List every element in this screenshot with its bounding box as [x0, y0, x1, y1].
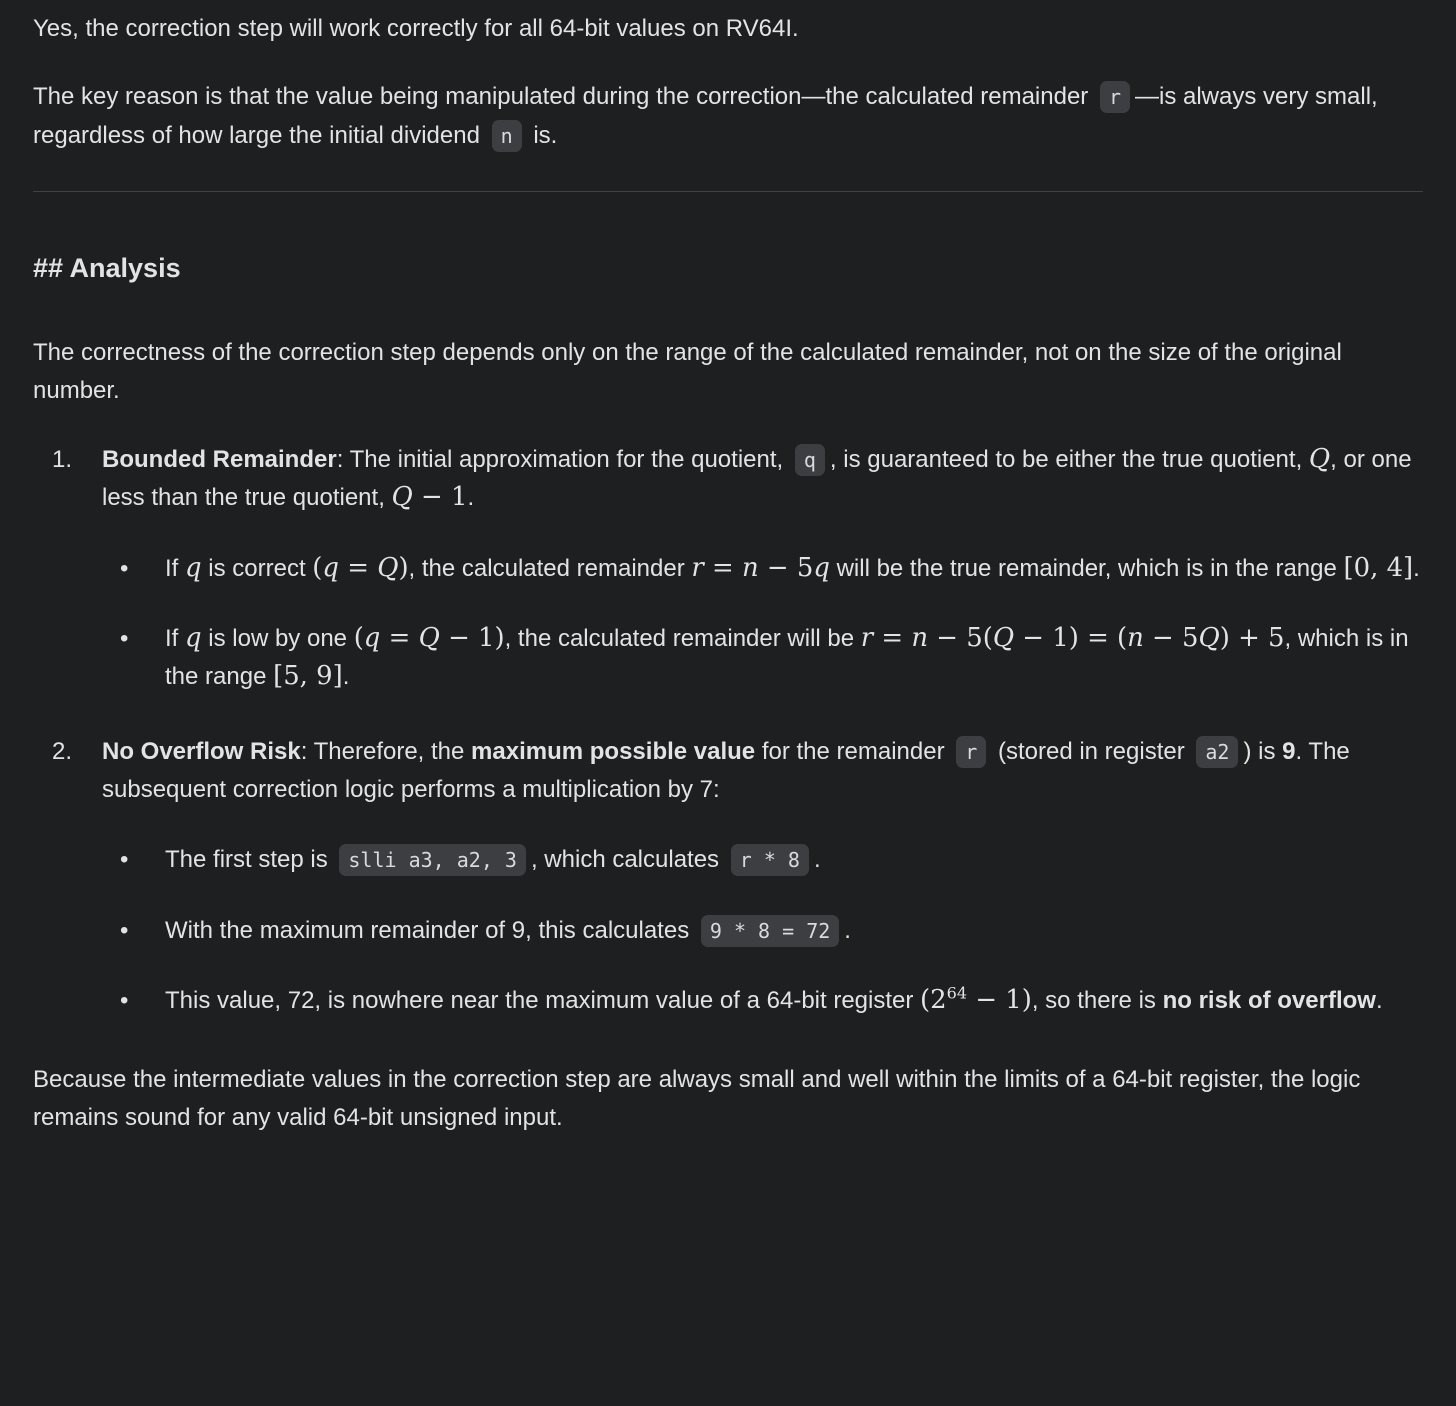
- text-run: , which is in the range: [165, 624, 1409, 691]
- math-variable: n: [911, 622, 929, 653]
- text-run: Yes, the correction step will work correctly for all 64-bit values on RV64I.: [33, 15, 799, 42]
- math-operator: − 1): [967, 985, 1032, 1016]
- list-item-text: [102, 441, 1423, 518]
- math-variable: q: [185, 552, 202, 583]
- list-item-text: [102, 733, 1423, 810]
- bold-text: no risk of overflow: [1162, 987, 1376, 1015]
- list-item-number: 2.: [52, 737, 73, 765]
- text-run: ## Analysis: [33, 253, 181, 284]
- text-run: If: [165, 624, 186, 652]
- text-run: : The initial approximation for the quotient,: [336, 445, 790, 473]
- text-run: for the remainder: [755, 737, 952, 765]
- math-variable: q: [185, 622, 202, 653]
- heading-analysis: [33, 250, 1423, 288]
- math-superscript: 64: [946, 983, 968, 1003]
- text-run: is correct: [201, 554, 313, 582]
- list-item-bounded-remainder: [33, 441, 1423, 697]
- text-run: Because the intermediate values in the correction step are always small and well within the limits of a 64-bit register, the logic remains sound for any valid 64-bit unsigned input.: [33, 1065, 1361, 1132]
- math-operator: =: [703, 552, 742, 583]
- math-operator: − 5: [1143, 622, 1199, 653]
- math-span: [691, 553, 830, 583]
- text-run: , is guaranteed to be either the true quotient,: [829, 445, 1309, 473]
- math-span: [1309, 444, 1330, 474]
- text-run: , the calculated remainder will be: [504, 624, 861, 652]
- text-run: .: [1413, 554, 1420, 582]
- math-span: [185, 623, 202, 653]
- text-run: will be the true remainder, which is in the range: [829, 554, 1344, 582]
- math-span: [273, 661, 343, 691]
- math-operator: =: [339, 552, 378, 583]
- inline-code-chip: slli a3, a2, 3: [339, 844, 526, 876]
- text-run: : Therefore, the: [300, 737, 472, 765]
- math-operator: − 1) = (: [1014, 622, 1128, 653]
- bullet-item: [102, 982, 1423, 1020]
- list-item-body: [102, 733, 1423, 1021]
- math-span: [392, 482, 468, 512]
- text-run: , so there is: [1031, 987, 1163, 1015]
- inline-code-chip: 9 * 8 = 72: [701, 915, 839, 947]
- text-run: is.: [526, 121, 558, 149]
- inline-code-chip: a2: [1196, 736, 1238, 768]
- math-operator: − 1: [412, 482, 468, 513]
- text-run: (stored in register: [991, 737, 1192, 765]
- inline-code-chip: n: [492, 120, 522, 152]
- list-item-no-overflow-risk: [33, 733, 1423, 1021]
- bullet-text: [165, 982, 1423, 1020]
- bullet-text: [165, 620, 1423, 697]
- math-operator: (: [312, 552, 323, 583]
- bold-text: No Overflow Risk: [102, 737, 301, 765]
- bullet-text: [165, 550, 1423, 588]
- text-run: , which calculates: [530, 846, 726, 874]
- text-run: .: [844, 916, 851, 944]
- list-item-body: [102, 441, 1423, 697]
- inline-code-chip: r: [1100, 81, 1130, 113]
- paragraph-conclusion: [33, 1061, 1423, 1138]
- math-variable: q: [813, 552, 830, 583]
- math-span: [920, 985, 1032, 1015]
- bold-text: maximum possible value: [471, 737, 756, 765]
- paragraph-intro: [33, 10, 1423, 48]
- bullet-marker: •: [120, 846, 129, 874]
- bullet-item: [102, 912, 1423, 950]
- bullet-item: [102, 550, 1423, 588]
- bullet-marker: •: [120, 554, 129, 582]
- math-variable: Q: [992, 622, 1015, 653]
- math-operator: − 1): [439, 622, 505, 653]
- nested-bullet-list: [102, 550, 1423, 697]
- bold-text: 9: [1282, 737, 1296, 765]
- horizontal-rule: [33, 191, 1423, 192]
- bullet-marker: •: [120, 916, 129, 944]
- bullet-text: [165, 912, 1423, 950]
- math-variable: Q: [377, 552, 399, 583]
- bold-text: Bounded Remainder: [102, 445, 337, 473]
- paragraph-correctness: [33, 334, 1423, 411]
- math-variable: n: [741, 552, 759, 583]
- text-run: . The subsequent correction logic performs a multiplication by 7:: [102, 737, 1350, 804]
- math-variable: r: [860, 622, 874, 653]
- nested-bullet-list: [102, 841, 1423, 1020]
- math-operator: − 5: [758, 552, 814, 583]
- math-variable: Q: [1198, 622, 1220, 653]
- math-operator: =: [873, 622, 912, 653]
- inline-code-chip: q: [795, 444, 825, 476]
- math-operator: (: [353, 622, 364, 653]
- math-span: [312, 553, 408, 583]
- math-span: [185, 553, 202, 583]
- text-run: The correctness of the correction step depends only on the range of the calculated remainder, not on the size of the original number.: [33, 338, 1342, 405]
- math-variable: q: [322, 552, 339, 583]
- math-operator: ) + 5: [1219, 622, 1285, 653]
- math-operator: − 5(: [928, 622, 993, 653]
- math-operator: [0, 4]: [1343, 552, 1414, 583]
- math-variable: r: [691, 552, 704, 583]
- math-operator: [5, 9]: [273, 661, 343, 692]
- text-run: is low by one: [201, 624, 354, 652]
- math-operator: (2: [920, 985, 947, 1016]
- text-run: If: [165, 554, 186, 582]
- bullet-item: [102, 841, 1423, 879]
- text-run: The first step is: [165, 846, 335, 874]
- math-variable: n: [1127, 622, 1144, 653]
- text-run: .: [467, 484, 475, 512]
- analysis-ordered-list: [33, 441, 1423, 1021]
- math-variable: Q: [391, 482, 413, 513]
- math-span: [354, 623, 505, 653]
- paragraph-key-reason: [33, 78, 1423, 155]
- bullet-marker: •: [120, 987, 129, 1015]
- math-variable: q: [363, 622, 381, 653]
- math-span: [861, 623, 1285, 653]
- math-variable: Q: [418, 622, 440, 653]
- text-run: .: [342, 663, 350, 691]
- text-run: This value, 72, is nowhere near the maximum value of a 64-bit register: [165, 987, 921, 1015]
- text-run: , or one less than the true quotient,: [102, 445, 1412, 512]
- text-run: The key reason is that the value being manipulated during the correction—the calculated remainder: [33, 83, 1095, 111]
- text-run: —is always very small, regardless of how large the initial dividend: [33, 83, 1378, 149]
- math-variable: Q: [1308, 443, 1331, 474]
- text-run: With the maximum remainder of 9, this calculates: [165, 916, 696, 944]
- bullet-item: [102, 620, 1423, 697]
- list-item-number: 1.: [52, 445, 73, 473]
- math-span: [1344, 553, 1414, 583]
- text-run: ) is: [1243, 737, 1283, 765]
- bullet-text: [165, 841, 1423, 879]
- math-operator: =: [380, 622, 419, 653]
- text-run: , the calculated remainder: [408, 554, 692, 582]
- inline-code-chip: r * 8: [731, 844, 809, 876]
- text-run: .: [813, 846, 821, 874]
- inline-code-chip: r: [956, 736, 986, 768]
- math-operator: ): [398, 552, 409, 583]
- text-run: .: [1375, 987, 1383, 1015]
- bullet-marker: •: [120, 624, 129, 652]
